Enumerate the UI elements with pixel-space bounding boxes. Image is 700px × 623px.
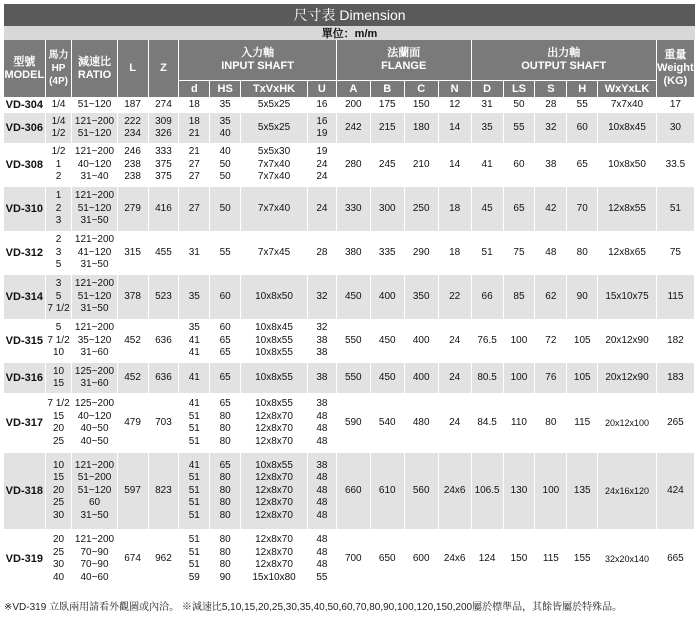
cell-a: 590 [336,393,370,453]
cell-tvhk: 5x5x30 7x7x40 7x7x40 [241,143,308,187]
cell-a: 450 [336,275,370,319]
cell-hs: 65 [210,363,241,393]
cell-hp: 5 7 1/2 10 [45,319,72,363]
cell-a: 550 [336,319,370,363]
cell-ls: 75 [503,231,535,275]
cell-ls: 150 [503,529,535,589]
cell-z: 309 326 [148,113,179,143]
cell-l: 187 [117,97,148,113]
cell-hs: 60 [210,275,241,319]
cell-d: 106.5 [471,453,503,529]
cell-u: 32 38 38 [307,319,336,363]
cell-d: 27 [179,187,210,231]
cell-a: 242 [336,113,370,143]
cell-u: 19 24 24 [307,143,336,187]
cell-h: 70 [567,187,598,231]
cell-c: 400 [404,363,438,393]
flange-col-header: B [370,81,404,98]
cell-model: VD-312 [4,231,45,275]
cell-h: 90 [567,275,598,319]
cell-c: 480 [404,393,438,453]
cell-model: VD-316 [4,363,45,393]
cell-ratio: 51~120 [72,97,117,113]
cell-ratio: 121~200 51~120 [72,113,117,143]
table-row [4,113,695,143]
cell-ratio: 121~200 41~120 31~50 [72,231,117,275]
cell-s: 76 [535,363,567,393]
unit-label: 單位：m/m [4,26,695,40]
cell-l: 315 [117,231,148,275]
cell-d: 18 [179,97,210,113]
cell-a: 660 [336,453,370,529]
cell-l: 246 238 238 [117,143,148,187]
cell-tvhk: 10x8x55 12x8x70 12x8x70 12x8x70 12x8x70 [241,453,308,529]
cell-weight: 51 [656,187,694,231]
cell-s: 42 [535,187,567,231]
cell-ls: 85 [503,275,535,319]
cell-wylk: 24x16x120 [598,453,657,529]
cell-d: 80.5 [471,363,503,393]
cell-n: 24 [438,393,471,453]
header-hp: 馬力 HP (4P) [45,40,72,97]
cell-hp: 1/4 [45,97,72,113]
cell-s: 72 [535,319,567,363]
cell-weight: 75 [656,231,694,275]
cell-hp: 20 25 30 40 [45,529,72,589]
table-row [4,393,695,453]
cell-c: 350 [404,275,438,319]
cell-n: 24 [438,363,471,393]
cell-ratio: 121~200 51~120 31~50 [72,275,117,319]
cell-d: 76.5 [471,319,503,363]
cell-wylk: 10x8x50 [598,143,657,187]
cell-wylk: 32x20x140 [598,529,657,589]
flange-col-header: C [404,81,438,98]
cell-h: 105 [567,319,598,363]
cell-hs: 35 [210,97,241,113]
cell-a: 200 [336,97,370,113]
header-input-shaft: 入力軸 INPUT SHAFT [179,40,336,81]
cell-d: 124 [471,529,503,589]
header-output-shaft: 出力軸 OUTPUT SHAFT [471,40,656,81]
table-row [4,319,695,363]
cell-b: 610 [370,453,404,529]
cell-hs: 65 80 80 80 80 [210,453,241,529]
cell-s: 115 [535,529,567,589]
input-col-header: TxVxHK [241,81,308,98]
header-z: Z [148,40,179,97]
cell-l: 452 [117,363,148,393]
cell-d: 84.5 [471,393,503,453]
cell-d: 41 [179,363,210,393]
cell-a: 550 [336,363,370,393]
cell-a: 380 [336,231,370,275]
cell-hp: 7 1/2 15 20 25 [45,393,72,453]
cell-u: 32 [307,275,336,319]
cell-weight: 183 [656,363,694,393]
cell-n: 22 [438,275,471,319]
cell-h: 65 [567,143,598,187]
cell-ratio: 121~200 35~120 31~60 [72,319,117,363]
cell-h: 105 [567,363,598,393]
cell-weight: 424 [656,453,694,529]
cell-hs: 55 [210,231,241,275]
cell-d: 41 51 51 51 [179,393,210,453]
cell-z: 636 [148,319,179,363]
cell-weight: 33.5 [656,143,694,187]
cell-u: 38 [307,363,336,393]
cell-d: 45 [471,187,503,231]
cell-b: 335 [370,231,404,275]
cell-d: 31 [179,231,210,275]
cell-a: 700 [336,529,370,589]
cell-z: 416 [148,187,179,231]
cell-c: 290 [404,231,438,275]
cell-b: 450 [370,319,404,363]
cell-hp: 3 5 7 1/2 [45,275,72,319]
cell-z: 636 [148,363,179,393]
cell-tvhk: 10x8x55 12x8x70 12x8x70 12x8x70 [241,393,308,453]
cell-l: 479 [117,393,148,453]
cell-n: 24x6 [438,453,471,529]
cell-weight: 182 [656,319,694,363]
cell-ls: 65 [503,187,535,231]
cell-n: 12 [438,97,471,113]
cell-hs: 40 50 50 [210,143,241,187]
sheet-title: 尺寸表 Dimension [4,4,695,26]
cell-n: 18 [438,231,471,275]
cell-hs: 50 [210,187,241,231]
cell-hs: 60 65 65 [210,319,241,363]
cell-z: 962 [148,529,179,589]
cell-d: 31 [471,97,503,113]
cell-ratio: 121~200 70~90 70~90 40~60 [72,529,117,589]
cell-u: 28 [307,231,336,275]
table-row [4,529,695,589]
input-col-header: HS [210,81,241,98]
header-weight: 重量 Weight (KG) [656,40,694,97]
cell-s: 48 [535,231,567,275]
table-row [4,275,695,319]
output-col-header: D [471,81,503,98]
cell-d: 41 51 51 51 51 [179,453,210,529]
table-row [4,187,695,231]
cell-b: 245 [370,143,404,187]
cell-hp: 1 2 3 [45,187,72,231]
cell-d: 51 51 51 59 [179,529,210,589]
cell-b: 300 [370,187,404,231]
cell-tvhk: 7x7x40 [241,187,308,231]
table-row [4,231,695,275]
cell-c: 210 [404,143,438,187]
cell-d: 35 41 41 [179,319,210,363]
cell-d: 21 27 27 [179,143,210,187]
header-flange: 法蘭面 FLANGE [336,40,471,81]
cell-s: 32 [535,113,567,143]
cell-h: 60 [567,113,598,143]
cell-n: 18 [438,187,471,231]
cell-tvhk: 5x5x25 [241,113,308,143]
cell-wylk: 20x12x90 [598,319,657,363]
cell-weight: 265 [656,393,694,453]
cell-ratio: 125~200 40~120 40~50 40~50 [72,393,117,453]
cell-hs: 80 80 80 90 [210,529,241,589]
cell-u: 16 [307,97,336,113]
cell-tvhk: 10x8x45 10x8x55 10x8x55 [241,319,308,363]
cell-h: 115 [567,393,598,453]
cell-weight: 17 [656,97,694,113]
cell-weight: 30 [656,113,694,143]
output-col-header: H [567,81,598,98]
cell-ratio: 121~200 51~200 51~120 60 31~50 [72,453,117,529]
cell-model: VD-306 [4,113,45,143]
cell-u: 48 48 48 55 [307,529,336,589]
cell-n: 24x6 [438,529,471,589]
cell-tvhk: 5x5x25 [241,97,308,113]
cell-hs: 35 40 [210,113,241,143]
cell-ls: 130 [503,453,535,529]
input-col-header: U [307,81,336,98]
cell-h: 155 [567,529,598,589]
cell-ls: 100 [503,363,535,393]
cell-wylk: 20x12x90 [598,363,657,393]
cell-ratio: 121~200 51~120 31~50 [72,187,117,231]
cell-hp: 2 3 5 [45,231,72,275]
cell-u: 16 19 [307,113,336,143]
cell-wylk: 10x8x45 [598,113,657,143]
cell-model: VD-315 [4,319,45,363]
dimension-table [4,40,695,589]
cell-z: 274 [148,97,179,113]
cell-l: 222 234 [117,113,148,143]
cell-b: 175 [370,97,404,113]
cell-u: 38 48 48 48 [307,393,336,453]
cell-weight: 115 [656,275,694,319]
cell-c: 600 [404,529,438,589]
cell-b: 215 [370,113,404,143]
cell-l: 378 [117,275,148,319]
cell-l: 452 [117,319,148,363]
cell-c: 180 [404,113,438,143]
cell-model: VD-310 [4,187,45,231]
cell-d: 41 [471,143,503,187]
cell-model: VD-314 [4,275,45,319]
cell-c: 250 [404,187,438,231]
cell-d: 66 [471,275,503,319]
cell-model: VD-304 [4,97,45,113]
output-col-header: LS [503,81,535,98]
cell-hp: 10 15 20 25 30 [45,453,72,529]
cell-model: VD-308 [4,143,45,187]
output-col-header: WxYxLK [598,81,657,98]
cell-l: 597 [117,453,148,529]
cell-h: 55 [567,97,598,113]
input-col-header: d [179,81,210,98]
cell-b: 540 [370,393,404,453]
cell-c: 400 [404,319,438,363]
cell-hp: 1/2 1 2 [45,143,72,187]
cell-d: 35 [179,275,210,319]
cell-ls: 50 [503,97,535,113]
footer-note: ※VD-319 立臥兩用請看外觀圖或內洽。 ※減速比5,10,15,20,25,30,35,40,50,60,70,80,90,100,120,150,200屬於標準品，其餘皆屬於特殊品。 [4,602,623,613]
cell-model: VD-319 [4,529,45,589]
cell-b: 450 [370,363,404,393]
cell-hp: 10 15 [45,363,72,393]
header-l: L [117,40,148,97]
cell-wylk: 12x8x55 [598,187,657,231]
cell-b: 400 [370,275,404,319]
cell-wylk: 20x12x100 [598,393,657,453]
cell-ls: 60 [503,143,535,187]
cell-ratio: 121~200 40~120 31~40 [72,143,117,187]
cell-s: 100 [535,453,567,529]
cell-h: 80 [567,231,598,275]
cell-ls: 110 [503,393,535,453]
cell-wylk: 15x10x75 [598,275,657,319]
cell-tvhk: 12x8x70 12x8x70 12x8x70 15x10x80 [241,529,308,589]
flange-col-header: A [336,81,370,98]
cell-ratio: 125~200 31~60 [72,363,117,393]
cell-d: 35 [471,113,503,143]
flange-col-header: N [438,81,471,98]
cell-s: 38 [535,143,567,187]
header-model: 型號 MODEL [4,40,45,97]
cell-n: 14 [438,143,471,187]
cell-tvhk: 7x7x45 [241,231,308,275]
cell-wylk: 7x7x40 [598,97,657,113]
cell-hs: 65 80 80 80 [210,393,241,453]
cell-u: 24 [307,187,336,231]
cell-s: 80 [535,393,567,453]
cell-s: 28 [535,97,567,113]
cell-z: 523 [148,275,179,319]
cell-c: 560 [404,453,438,529]
cell-s: 62 [535,275,567,319]
table-row [4,97,695,113]
cell-ls: 100 [503,319,535,363]
cell-tvhk: 10x8x50 [241,275,308,319]
cell-l: 279 [117,187,148,231]
table-row [4,143,695,187]
cell-model: VD-318 [4,453,45,529]
cell-u: 38 48 48 48 48 [307,453,336,529]
cell-z: 333 375 375 [148,143,179,187]
header-ratio: 減速比 RATIO [72,40,117,97]
cell-z: 823 [148,453,179,529]
cell-d: 51 [471,231,503,275]
table-row [4,363,695,393]
table-row [4,453,695,529]
cell-wylk: 12x8x65 [598,231,657,275]
cell-c: 150 [404,97,438,113]
cell-tvhk: 10x8x55 [241,363,308,393]
cell-z: 703 [148,393,179,453]
cell-d: 18 21 [179,113,210,143]
cell-l: 674 [117,529,148,589]
cell-z: 455 [148,231,179,275]
cell-hp: 1/4 1/2 [45,113,72,143]
cell-n: 24 [438,319,471,363]
cell-model: VD-317 [4,393,45,453]
cell-n: 14 [438,113,471,143]
cell-h: 135 [567,453,598,529]
cell-weight: 665 [656,529,694,589]
cell-a: 280 [336,143,370,187]
output-col-header: S [535,81,567,98]
cell-ls: 55 [503,113,535,143]
cell-a: 330 [336,187,370,231]
cell-b: 650 [370,529,404,589]
